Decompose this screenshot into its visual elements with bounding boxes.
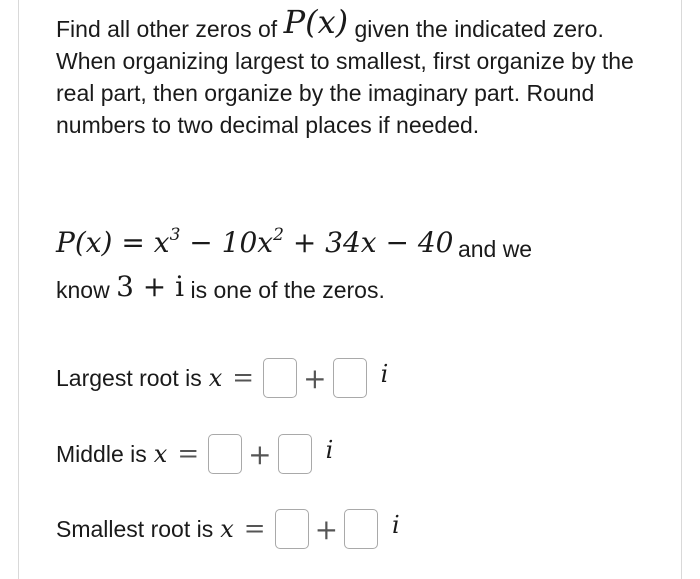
answer-row-middle xyxy=(56,431,333,477)
prompt-text-start: Find all other zeros of xyxy=(56,16,278,42)
known-zero-value: 3 + i xyxy=(116,270,185,303)
imaginary-unit: i xyxy=(325,436,334,464)
middle-root-label: Middle is xyxy=(56,440,147,467)
middle-real-input[interactable] xyxy=(208,434,242,474)
poly-term-2-exponent: 2 xyxy=(273,225,284,245)
largest-imaginary-input[interactable] xyxy=(333,358,367,398)
function-symbol: P(x) xyxy=(283,3,349,41)
poly-term-1-exponent: 3 xyxy=(169,225,181,245)
largest-root-label: Largest root is xyxy=(56,364,202,391)
x-variable: x xyxy=(153,440,168,468)
x-variable: x xyxy=(208,364,223,392)
answer-row-largest xyxy=(56,355,388,401)
poly-equals: = xyxy=(121,226,145,259)
plus-sign: + xyxy=(303,361,327,395)
plus-sign: + xyxy=(314,512,339,546)
largest-real-input[interactable] xyxy=(263,358,297,398)
known-zero-suffix: is one of the zeros. xyxy=(190,277,385,303)
polynomial-expression xyxy=(56,226,453,259)
polynomial-line xyxy=(56,225,676,262)
poly-term-2: − 10x xyxy=(189,226,274,259)
smallest-imaginary-input[interactable] xyxy=(344,509,378,549)
equals-sign: = xyxy=(232,363,255,393)
poly-term-3: + 34x − 40 xyxy=(292,226,454,259)
know-text: know xyxy=(56,277,110,303)
smallest-root-label: Smallest root is xyxy=(56,515,214,542)
equals-sign: = xyxy=(177,439,200,469)
known-zero-line xyxy=(56,272,385,305)
poly-lhs: P(x) xyxy=(56,226,113,259)
equals-sign: = xyxy=(243,514,266,544)
imaginary-unit: i xyxy=(380,360,389,388)
imaginary-unit: i xyxy=(392,511,400,539)
prompt-text-rest: given the indicated zero. When organizing largest to smallest, first organize by the real part, then organize by the imaginary part. Round numbers to two decimal places if needed. xyxy=(56,16,634,138)
plus-sign: + xyxy=(248,437,272,471)
question-prompt xyxy=(56,3,656,141)
answer-row-smallest xyxy=(56,506,400,552)
and-we-text: and we xyxy=(457,236,533,262)
poly-term-1: x xyxy=(153,226,170,259)
x-variable: x xyxy=(220,515,234,543)
middle-imaginary-input[interactable] xyxy=(278,434,312,474)
smallest-real-input[interactable] xyxy=(275,509,309,549)
